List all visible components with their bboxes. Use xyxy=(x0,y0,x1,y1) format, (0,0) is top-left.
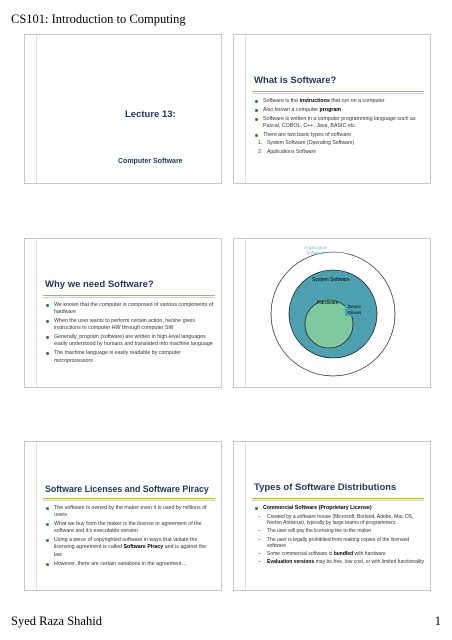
slide-title: Types of Software Distributions xyxy=(254,482,397,493)
bullet-item: Generally, program (software) are written in high-level languages easily understood by humans and translated into machine language xyxy=(45,334,215,349)
slide-title: What is Software? xyxy=(254,75,337,86)
bullet-item: However, there are certain variations in the agreement… xyxy=(45,561,215,568)
slide-why-need-software xyxy=(24,238,222,388)
lecture-title: Lecture 13: xyxy=(125,109,176,120)
slide-side-band xyxy=(25,35,37,183)
document-header: CS101: Introduction to Computing xyxy=(11,12,186,26)
page-number: 1 xyxy=(434,614,441,628)
bullet-item: Using a piece of copyrighted software in ways that violate the licensing agreement is called Software Piracy and is against the law xyxy=(45,537,215,559)
bullet-item: Software is written in a computer programming language such as Pascal, COBOL, C++, Java, BASIC etc. xyxy=(254,116,424,131)
device-drivers-label: Device Drivers xyxy=(348,304,362,315)
document-author: Syed Raza Shahid xyxy=(11,614,102,628)
bullet-list xyxy=(254,505,424,567)
slide-what-is-software xyxy=(233,34,431,184)
slide-software-layers xyxy=(233,238,431,388)
hardware-label: Hardware xyxy=(317,300,339,306)
bullet-item: Also known a computer program xyxy=(254,107,424,114)
software-layers-diagram xyxy=(234,239,431,388)
title-divider-secondary xyxy=(252,500,424,501)
system-software-label: System Software xyxy=(312,277,350,283)
slide-side-band xyxy=(25,442,37,590)
sub-bullet-item: – The user is legally prohibited from making copies of the licensed software xyxy=(254,537,424,550)
slide-title: Why we need Software? xyxy=(45,279,154,290)
slide-software-distributions xyxy=(233,441,431,591)
slide-title: Software Licenses and Software Piracy xyxy=(45,484,209,494)
numbered-item: 1. System Software (Operating Software) xyxy=(258,140,355,147)
bullet-list xyxy=(45,505,215,569)
bullet-item: There are two basic types of software xyxy=(254,132,424,139)
bullet-item: What we buy from the maker is the license or agreement of the software and it’s executable version xyxy=(45,521,215,536)
bullet-item: The machine language is easily readable by computer microprocessors xyxy=(45,350,215,365)
bullet-list xyxy=(254,98,424,158)
title-divider-secondary xyxy=(43,297,215,298)
sub-bullet-item: – Created by a software house (Microsoft, Borland, Adobe, Mac OS, Norton Antivirus), typically by large teams of programmers xyxy=(254,514,424,527)
title-divider-secondary xyxy=(252,93,424,94)
slide-side-band xyxy=(234,442,246,590)
title-divider-secondary xyxy=(43,500,215,501)
slide-side-band xyxy=(234,35,246,183)
bullet-item: Software is the instructions that run on a computer xyxy=(254,98,424,105)
lecture-subtitle: Computer Software xyxy=(118,158,183,165)
sub-bullet-item: – The user will pay the licensing fee to the maker xyxy=(254,528,424,535)
bullet-item: When the user wants to perform certain action, he/she gives instructions to computer HW through computer SW xyxy=(45,318,215,333)
title-divider xyxy=(43,295,215,296)
title-divider xyxy=(252,498,424,499)
bullet-item: We known that the computer is composed of various components of hardware xyxy=(45,302,215,317)
sub-bullet-item: – Evaluation versions may be free, low cost, or with limited functionality xyxy=(254,559,424,566)
title-divider xyxy=(252,91,424,92)
bullet-list xyxy=(45,302,215,366)
bullet-item: The software is owned by the maker even it is used by millions of users xyxy=(45,505,215,520)
title-divider xyxy=(43,498,215,499)
slide-side-band xyxy=(25,239,37,387)
application-software-label: Application Software xyxy=(304,246,328,257)
bullet-item: Commercial Software (Proprietary License) xyxy=(254,505,424,512)
sub-bullet-item: – Some commercial software is bundled with hardware xyxy=(254,551,424,558)
slide-lecture-title xyxy=(24,34,222,184)
numbered-item: 2. Applications Software xyxy=(258,149,316,156)
slide-licenses-piracy xyxy=(24,441,222,591)
